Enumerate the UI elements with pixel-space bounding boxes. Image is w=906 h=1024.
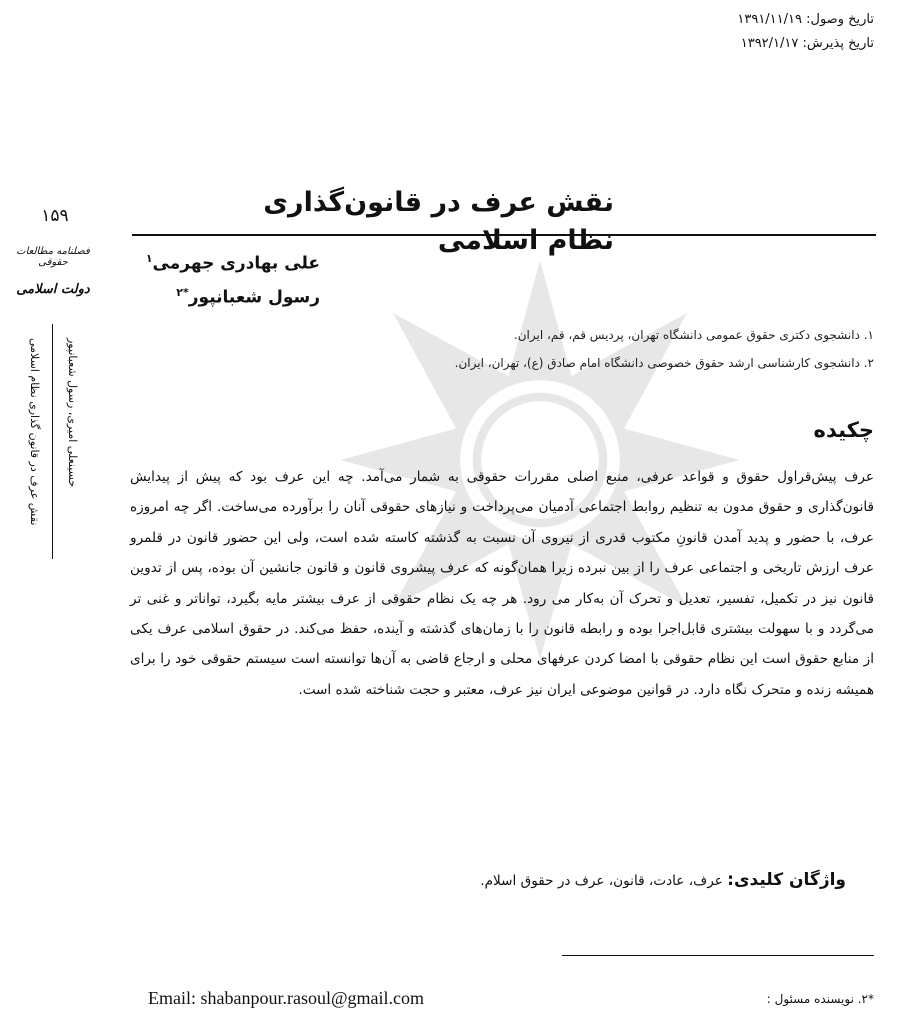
- author-2-name: رسول شعبانپور: [188, 287, 320, 308]
- running-title: نقش عرف در قانون گذاری نظام اسلامی: [28, 338, 41, 526]
- author-2-mark: *۲: [176, 286, 189, 299]
- email-address[interactable]: Email: shabanpour.rasoul@gmail.com: [148, 988, 425, 1008]
- journal-subtitle: دولت اسلامی: [16, 282, 90, 297]
- keywords: [146, 870, 846, 890]
- author-1-name: علی بهادری جهرمی: [152, 253, 320, 274]
- page-number: ۱۵۹: [41, 206, 69, 226]
- footnote-divider: [562, 955, 874, 956]
- journal-name: فصلنامه مطالعات حقوقی: [16, 246, 90, 268]
- keywords-list: عرف، عادت، قانون، عرف در حقوق اسلام.: [480, 873, 723, 889]
- received-date: تاریخ وصول: ۱۳۹۱/۱۱/۱۹: [737, 12, 874, 27]
- author-1-mark: ۱: [145, 252, 153, 265]
- affiliation-2: ۲. دانشجوی کارشناسی ارشد حقوق خصوصی دانشگاه امام صادق (ع)، تهران، ایران.: [454, 356, 874, 370]
- abstract-heading: چکیده: [813, 418, 874, 442]
- keywords-label: واژگان کلیدی:: [727, 870, 846, 890]
- sidebar-divider: [52, 324, 53, 559]
- running-authors: حسینعلی امیری، رسول شعبانپور: [66, 338, 79, 488]
- accepted-date: تاریخ پذیرش: ۱۳۹۲/۱/۱۷: [740, 36, 874, 51]
- article-title: نقش عرف در قانون‌گذاری نظام اسلامی: [263, 187, 614, 256]
- article-dates: [614, 8, 874, 56]
- title-divider: [132, 234, 876, 236]
- corresponding-author-note: *۲. نویسنده مسئول :: [766, 992, 874, 1006]
- affiliation-1: ۱. دانشجوی دکتری حقوق عمومی دانشگاه تهران، پردیس قم، قم، ایران.: [513, 328, 874, 342]
- abstract-body: عرف پیش‌قراول حقوق و قواعد عرفی، منبع اصلی مقررات حقوقی به شمار می‌آمد. چه این عرف بود که پیش از پیدایش قانون‌گذاری و حقوق مدون به تنظیم روابط اجتماعی آدمیان می‌پرداخت و نیازهای حقوقی آنان را برآورده می‌ساخت. اگر چه امروزه عرف، با حضور و پدید آمدن قانونِ مکتوب قدری از نیروی آن نسبت به گذشته کاسته شده است، ولی این حضور قانون در قلمرو عرف ارزش تاریخی و اجتماعی عرف را از بین نبرده زیرا همان‌گونه که عرف پیشروی قانون و قانون جانشین آن بوده، پس از تدوین قانون نیز در تکمیل، تفسیر، تعدیل و تحرک آن به‌کار می رود. هر چه یک نظام حقوقی از عرف بیشتر مایه بگیرد، تواناتر و غنی تر می‌گردد و با سهولت بیشتری قابل‌اجرا بوده و رابطه قانون را با زمان‌های گذشته و آینده، حفظ می‌کند. در حقوق اسلامی عرف یکی از منابع حقوق است این نظام حقوقی با امضا کردن عرفهای محلی و ارجاع قاضی به آن‌ها توانسته است سیستم حقوقی خود را برای همیشه زنده و متحرک نگاه دارد. در قوانین موضوعی ایران نیز عرف، معتبر و حجت شناخته شده است.: [130, 469, 874, 698]
